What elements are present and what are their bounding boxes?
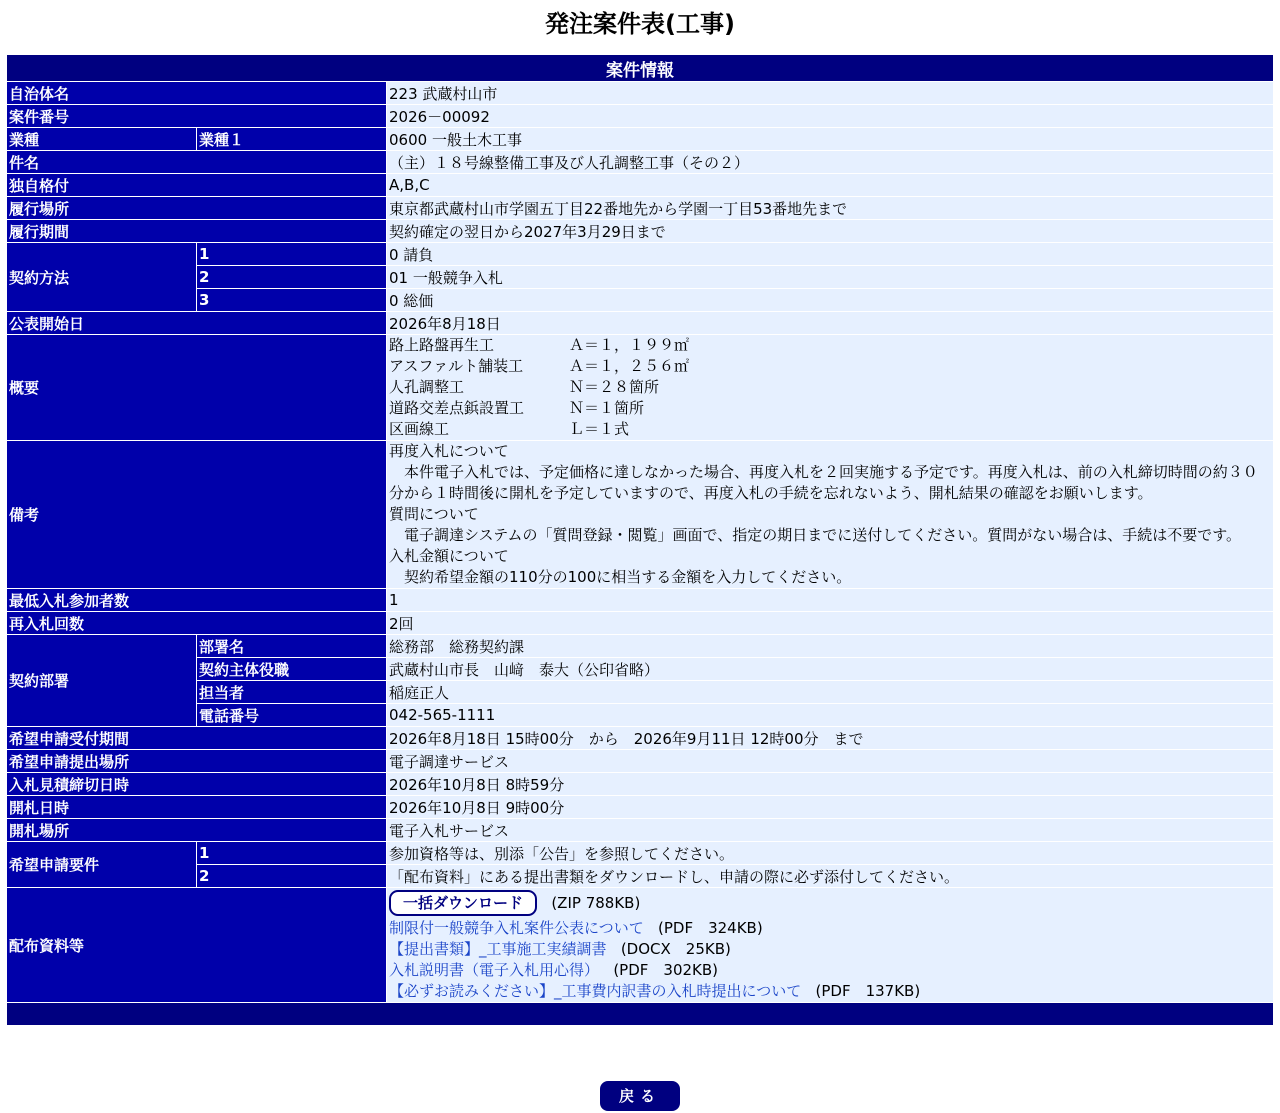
table-row xyxy=(7,151,1273,173)
remarks-line: 入札金額について xyxy=(389,547,509,565)
overview-item xyxy=(389,335,1271,356)
bulk-download-row xyxy=(389,888,1271,918)
row-sublabel: 部署名 xyxy=(197,635,386,657)
row-value: 電子入札サービス xyxy=(387,819,1273,841)
file-info: (PDF 137KB) xyxy=(815,982,921,1000)
section-header: 案件情報 xyxy=(7,55,1273,81)
row-sublabel: 契約主体役職 xyxy=(197,658,386,680)
row-value: 0 請負 xyxy=(387,243,1273,265)
row-label: 契約部署 xyxy=(7,635,196,726)
table-row xyxy=(7,105,1273,127)
row-label: 案件番号 xyxy=(7,105,386,127)
table-row xyxy=(7,704,1273,726)
row-value: 0 総価 xyxy=(387,289,1273,311)
row-sublabel: 業種１ xyxy=(197,128,386,150)
row-value: 稲庭正人 xyxy=(387,681,1273,703)
overview-qty: Ａ＝１，２５６㎡ xyxy=(569,357,690,375)
bulk-download-button[interactable]: 一括ダウンロード xyxy=(389,890,537,916)
row-sublabel: 電話番号 xyxy=(197,704,386,726)
row-label: 開札日時 xyxy=(7,796,386,818)
table-row xyxy=(7,635,1273,657)
table-row xyxy=(7,82,1273,104)
overview-list xyxy=(387,335,1273,440)
back-button[interactable]: 戻る xyxy=(600,1081,680,1111)
remarks-line: 契約希望金額の110分の100に相当する金額を入力してください。 xyxy=(389,568,852,586)
row-label: 再入札回数 xyxy=(7,612,386,634)
table-row xyxy=(7,727,1273,749)
overview-name: 路上路盤再生工 xyxy=(389,336,495,354)
row-value: 042-565-1111 xyxy=(387,704,1273,726)
file-link[interactable]: 【提出書類】_工事施工実績調書 xyxy=(389,940,607,958)
table-row xyxy=(7,128,1273,150)
table-row xyxy=(7,612,1273,634)
row-value: 2026年8月18日 xyxy=(387,312,1273,334)
table-row xyxy=(7,796,1273,818)
case-info-table xyxy=(6,54,1274,1026)
file-item xyxy=(389,939,1271,960)
row-value: 参加資格等は、別添「公告」を参照してください。 xyxy=(387,842,1273,864)
row-value: （主）１８号線整備工事及び人孔調整工事（その２） xyxy=(387,151,1273,173)
row-label: 件名 xyxy=(7,151,386,173)
table-row xyxy=(7,658,1273,680)
overview-name: アスファルト舗装工 xyxy=(389,357,524,375)
file-link[interactable]: 【必ずお読みください】_工事費内訳書の入札時提出について xyxy=(389,982,802,1000)
remarks xyxy=(387,441,1273,588)
table-row xyxy=(7,842,1273,864)
row-value: 0600 一般土木工事 xyxy=(387,128,1273,150)
overview-name: 人孔調整工 xyxy=(389,378,465,396)
row-label: 希望申請要件 xyxy=(7,842,196,887)
row-value: A,B,C xyxy=(387,174,1273,196)
table-row xyxy=(7,750,1273,772)
row-label: 履行期間 xyxy=(7,220,386,242)
row-value: 契約確定の翌日から2027年3月29日まで xyxy=(387,220,1273,242)
row-label: 希望申請受付期間 xyxy=(7,727,386,749)
overview-qty: Ｎ＝２８箇所 xyxy=(569,378,660,396)
row-label: 備考 xyxy=(7,441,386,588)
row-value: 2026年8月18日 15時00分 から 2026年9月11日 12時00分 まで xyxy=(387,727,1273,749)
overview-qty: Ａ＝１，１９９㎡ xyxy=(569,336,690,354)
row-value: 武蔵村山市長 山﨑 泰大（公印省略） xyxy=(387,658,1273,680)
file-item xyxy=(389,918,1271,939)
row-label: 履行場所 xyxy=(7,197,386,219)
table-row xyxy=(7,681,1273,703)
file-info: (PDF 324KB) xyxy=(658,919,763,937)
row-label: 業種 xyxy=(7,128,196,150)
row-value: 223 武蔵村山市 xyxy=(387,82,1273,104)
row-value: 総務部 総務契約課 xyxy=(387,635,1273,657)
row-label: 最低入札参加者数 xyxy=(7,589,386,611)
file-item xyxy=(389,960,1271,981)
file-item xyxy=(389,981,1271,1002)
row-sublabel: 1 xyxy=(197,243,386,265)
remarks-line: 電子調達システムの「質問登録・閲覧」画面で、指定の期日までに送付してください。質問がない場合は、手続は不要です。 xyxy=(389,526,1242,544)
table-row xyxy=(7,289,1273,311)
overview-item xyxy=(389,398,1271,419)
row-label: 契約方法 xyxy=(7,243,196,311)
overview-qty: Ｌ＝１式 xyxy=(569,420,630,438)
table-row xyxy=(7,819,1273,841)
row-value: 01 一般競争入札 xyxy=(387,266,1273,288)
distribution-files xyxy=(387,888,1273,1002)
file-info: (PDF 302KB) xyxy=(613,961,719,979)
file-link[interactable]: 制限付一般競争入札案件公表について xyxy=(389,919,644,937)
row-sublabel: 3 xyxy=(197,289,386,311)
table-row xyxy=(7,220,1273,242)
table-row xyxy=(7,335,1273,440)
remarks-line: 本件電子入札では、予定価格に達しなかった場合、再度入札を２回実施する予定です。再度入札は、前の入札締切時間の約３０分から１時間後に開札を予定していますので、再度入札の手続を忘れないよう、開札結果の確認をお願いします。 xyxy=(389,463,1258,502)
table-row xyxy=(7,243,1273,265)
overview-item xyxy=(389,419,1271,440)
row-value: 電子調達サービス xyxy=(387,750,1273,772)
row-label: 公表開始日 xyxy=(7,312,386,334)
table-row xyxy=(7,865,1273,887)
overview-item xyxy=(389,377,1271,398)
file-info: (DOCX 25KB) xyxy=(620,940,731,958)
row-label: 独自格付 xyxy=(7,174,386,196)
row-value: 「配布資料」にある提出書類をダウンロードし、申請の際に必ず添付してください。 xyxy=(387,865,1273,887)
table-row xyxy=(7,197,1273,219)
remarks-line: 再度入札について xyxy=(389,442,509,460)
table-row xyxy=(7,174,1273,196)
overview-name: 区画線工 xyxy=(389,420,450,438)
row-label: 希望申請提出場所 xyxy=(7,750,386,772)
row-label: 概要 xyxy=(7,335,386,440)
row-value: 2026年10月8日 9時00分 xyxy=(387,796,1273,818)
file-link[interactable]: 入札説明書（電子入札用心得） xyxy=(389,961,600,979)
table-row xyxy=(7,888,1273,1002)
row-value: 1 xyxy=(387,589,1273,611)
row-label: 入札見積締切日時 xyxy=(7,773,386,795)
page-title: 発注案件表(工事) xyxy=(545,10,735,38)
row-sublabel: 担当者 xyxy=(197,681,386,703)
row-value: 2回 xyxy=(387,612,1273,634)
table-row xyxy=(7,441,1273,588)
file-info: (ZIP 788KB) xyxy=(551,894,641,912)
row-sublabel: 1 xyxy=(197,842,386,864)
row-value: 2026年10月8日 8時59分 xyxy=(387,773,1273,795)
row-label: 開札場所 xyxy=(7,819,386,841)
remarks-line: 質問について xyxy=(389,505,479,523)
row-sublabel: 2 xyxy=(197,865,386,887)
overview-qty: Ｎ＝１箇所 xyxy=(569,399,645,417)
row-label: 自治体名 xyxy=(7,82,386,104)
row-value: 東京都武蔵村山市学園五丁目22番地先から学園一丁目53番地先まで xyxy=(387,197,1273,219)
table-row xyxy=(7,312,1273,334)
table-row xyxy=(7,589,1273,611)
row-value: 2026－00092 xyxy=(387,105,1273,127)
overview-item xyxy=(389,356,1271,377)
table-footer-bar xyxy=(7,1003,1273,1025)
table-row xyxy=(7,266,1273,288)
overview-name: 道路交差点鋲設置工 xyxy=(389,399,525,417)
table-row xyxy=(7,773,1273,795)
row-sublabel: 2 xyxy=(197,266,386,288)
row-label: 配布資料等 xyxy=(7,888,386,1002)
